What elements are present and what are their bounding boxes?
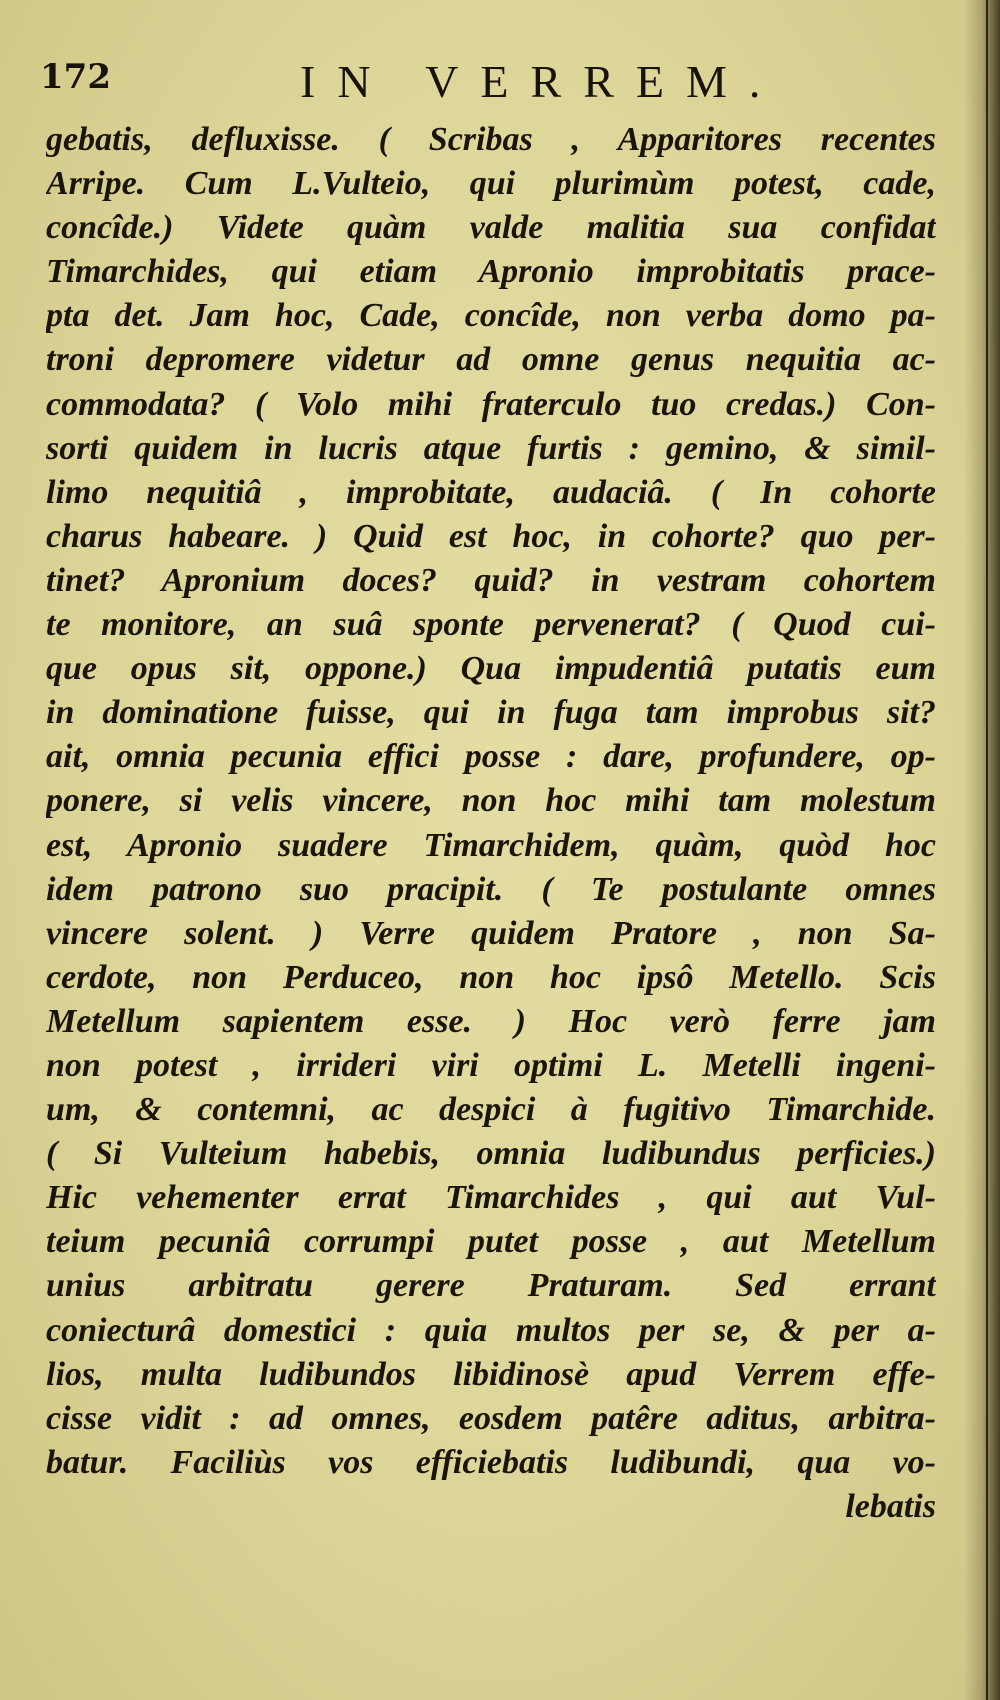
text-line: lios, multa ludibundos libidinosè apud Verrem effe- [46,1355,936,1393]
text-line: ( Si Vulteium habebis, omnia ludibundus perficies.) [46,1135,936,1173]
text-line: ait, omnia pecunia effici posse : dare, profundere, op- [46,738,936,776]
text-line: cisse vidit : ad omnes, eosdem patêre aditus, arbitra- [46,1399,936,1437]
text-line: cerdote, non Perduceo, non hoc ipsô Metello. Scis [46,958,936,996]
gutter-shadow [964,0,1000,1700]
catchword: lebatis [845,1487,936,1525]
text-line: in dominatione fuisse, qui in fuga tam improbus sit? [46,694,936,732]
text-line: te monitore, an suâ sponte pervenerat? ( Quod cui- [46,606,936,644]
text-line: Arripe. Cum L.Vulteio, qui plurimùm potest, cade, [46,165,936,203]
text-line: tinet? Apronium doces? quid? in vestram cohortem [46,561,936,599]
text-line: concîde.) Videte quàm valde malitia sua confidat [46,209,936,247]
gutter-edge [986,0,988,1700]
text-line: vincere solent. ) Verre quidem Pratore , non Sa- [46,914,936,952]
text-line: charus habeare. ) Quid est hoc, in cohorte? quo per- [46,517,936,555]
text-body [46,118,936,1529]
text-line: gebatis, defluxisse. ( Scribas , Apparitores recentes [46,121,936,158]
running-head: IN VERREM. [300,56,783,107]
text-line: commodata? ( Volo mihi fraterculo tuo credas.) Con- [46,385,936,423]
text-line: ponere, si velis vincere, non hoc mihi tam molestum [46,782,936,820]
text-line: limo nequitiâ , improbitate, audaciâ. ( In cohorte [46,473,936,511]
text-line: teium pecuniâ corrumpi putet posse , aut Metellum [46,1223,936,1261]
text-line: batur. Faciliùs vos efficiebatis ludibundi, qua vo- [46,1443,936,1481]
page-header [40,55,940,115]
text-line: unius arbitratu gerere Praturam. Sed errant [46,1267,936,1305]
text-line: est, Apronio suadere Timarchidem, quàm, quòd hoc [46,826,936,864]
text-line: troni depromere videtur ad omne genus nequitia ac- [46,341,936,379]
text-line: idem patrono suo pracipit. ( Te postulante omnes [46,870,936,908]
text-line: que opus sit, oppone.) Qua impudentiâ putatis eum [46,650,936,688]
text-line: non potest , irrideri viri optimi L. Metelli ingeni- [46,1046,936,1084]
page-number: 172 [40,57,111,97]
text-line: coniecturâ domestici : quia multos per se, & per a- [46,1311,936,1349]
text-line: um, & contemni, ac despici à fugitivo Timarchide. [46,1091,936,1129]
text-line: Timarchides, qui etiam Apronio improbitatis prace- [46,253,936,291]
text-line: pta det. Jam hoc, Cade, concîde, non verba domo pa- [46,297,936,335]
text-line: Hic vehementer errat Timarchides , qui aut Vul- [46,1179,936,1217]
text-line: sorti quidem in lucris atque furtis : gemino, & simil- [46,429,936,467]
text-line: Metellum sapientem esse. ) Hoc verò ferre jam [46,1002,936,1040]
